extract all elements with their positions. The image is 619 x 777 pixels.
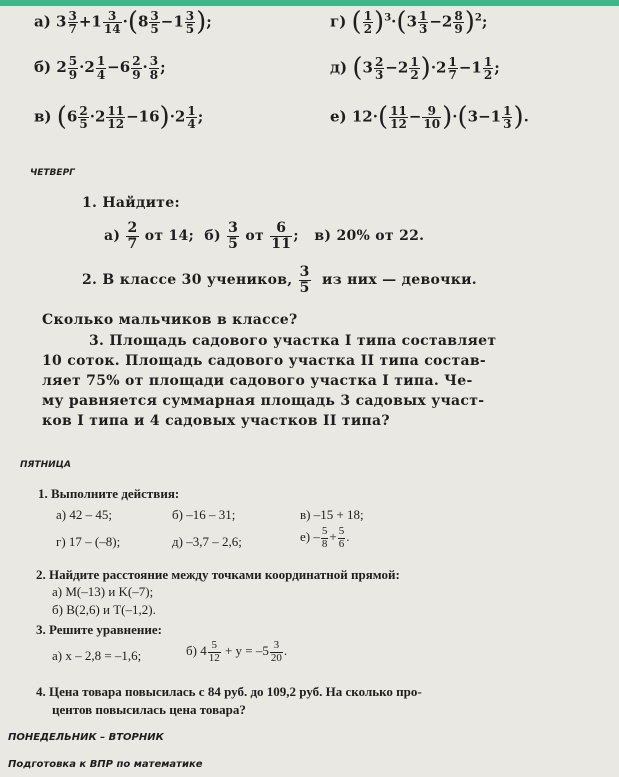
friday-task1-d: д) –3,7 – 2,6; bbox=[172, 534, 242, 549]
friday-task1-title: 1. Выполните действия: bbox=[38, 486, 180, 501]
thursday-task2: 2. В классе 30 учеников, $\frac{3}{5}$ из них — девочки. bbox=[82, 264, 477, 296]
exercise-e: е) 12·( $\frac{11}{12}$ − $\frac{9}{10}$ )·(3−1 $\frac{1}{3}$ ). bbox=[330, 102, 529, 132]
friday-task1-a: а) 42 – 45; bbox=[56, 507, 112, 522]
exercise-b: б) 2 $\frac{5}{9}$ ·2 $\frac{1}{4}$ −6 $\frac{2}{9}$ · $\frac{3}{8}$ ; bbox=[34, 54, 166, 82]
footer-days-label: ПОНЕДЕЛЬНИК – ВТОРНИК bbox=[8, 732, 164, 743]
thursday-task3-line5: ков I типа и 4 садовых участков II типа? bbox=[42, 413, 390, 429]
thursday-task3-line1: 3. Площадь садового участка I типа составляет bbox=[89, 333, 497, 349]
thursday-task3-line4: му равняется суммарная площадь 3 садовых участ- bbox=[42, 393, 485, 409]
footer-subject-label: Подготовка к ВПР по математике bbox=[8, 759, 203, 770]
exercise-v: в) (6 $\frac{2}{5}$ ·2 $\frac{11}{12}$ −16)·2 $\frac{1}{4}$ ; bbox=[34, 102, 204, 132]
friday-task1-b: б) –16 – 31; bbox=[172, 507, 236, 522]
thursday-task3-line2: 10 соток. Площадь садового участка II типа состав- bbox=[42, 353, 486, 369]
friday-heading: ПЯТНИЦА bbox=[20, 460, 71, 470]
exercise-a: а) 3 $\frac{3}{7}$ +1 $\frac{3}{14}$ ·(8 $\frac{3}{5}$ −1 $\frac{3}{5}$ ); bbox=[34, 7, 212, 37]
friday-task3-b: б) 4 $\frac{5}{12}$ + y = –5 $\frac{3}{20}$ . bbox=[186, 639, 288, 664]
friday-task1-e: е) – $\frac{5}{8}$ + $\frac{5}{6}$ . bbox=[300, 525, 350, 550]
friday-task3-title: 3. Решите уравнение: bbox=[36, 622, 163, 637]
thursday-task1-items: а) $\frac{2}{7}$ от 14; б) $\frac{3}{5}$ от $\frac{6}{11}$ ; в) 20% от 22. bbox=[104, 220, 425, 252]
exercise-d: д) (3 $\frac{2}{3}$ −2 $\frac{1}{2}$ )·2 $\frac{1}{7}$ −1 $\frac{1}{2}$ ; bbox=[330, 53, 500, 83]
top-accent-bar bbox=[0, 0, 619, 6]
friday-task2-b: б) B(2,6) и T(–1,2). bbox=[52, 602, 156, 617]
exercise-g: г) ( $\frac{1}{2}$ )$^3$·(3 $\frac{1}{3}$ −2 $\frac{8}{9}$ )$^2$; bbox=[330, 7, 488, 37]
thursday-task2-question: Сколько мальчиков в классе? bbox=[42, 312, 298, 328]
friday-task2-a: а) M(–13) и K(–7); bbox=[52, 584, 154, 599]
friday-task4-line2: центов повысилась цена товара? bbox=[52, 702, 246, 717]
friday-task4-line1: 4. Цена товара повысилась с 84 руб. до 109,2 руб. На сколько про- bbox=[36, 684, 422, 699]
friday-task2-title: 2. Найдите расстояние между точками координатной прямой: bbox=[36, 567, 400, 582]
thursday-heading: ЧЕТВЕРГ bbox=[30, 168, 75, 178]
friday-task1-g: г) 17 – (–8); bbox=[56, 534, 121, 549]
thursday-task1-title: 1. Найдите: bbox=[82, 195, 180, 211]
thursday-task3-line3: ляет 75% от площади садового участка I типа. Че- bbox=[42, 373, 473, 389]
friday-task1-v: в) –15 + 18; bbox=[300, 507, 364, 522]
friday-task3-a: а) x – 2,8 = –1,6; bbox=[52, 648, 142, 663]
